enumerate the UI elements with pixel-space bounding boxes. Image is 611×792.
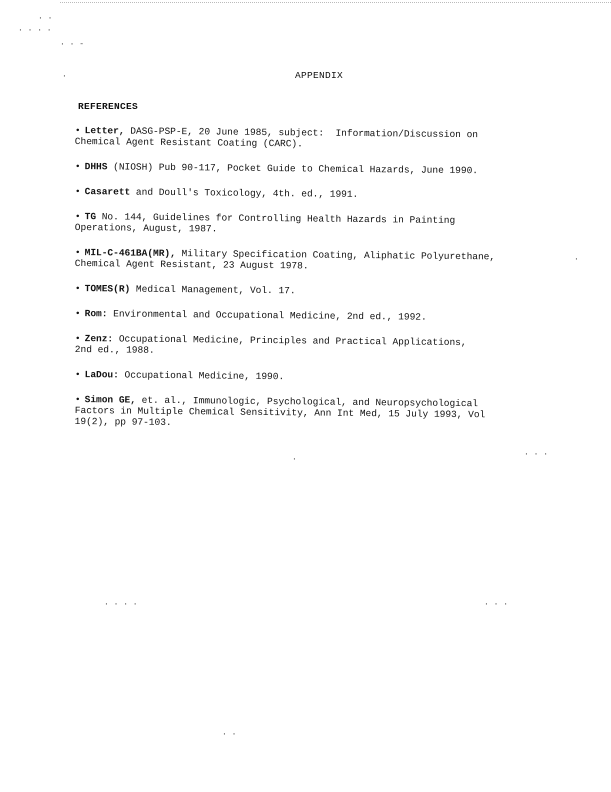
scan-speck: · — [292, 455, 297, 464]
reference-item — [75, 125, 525, 152]
reference-item — [75, 308, 525, 324]
bullet: • — [74, 308, 81, 320]
reference-lead: Letter, — [84, 125, 125, 137]
reference-lead: DHHS — [84, 161, 108, 173]
reference-lead: TG — [84, 211, 97, 223]
reference-text: DASG-PSP-E, 20 June 1985, subject: Information/Discussion on Chemical Agent Resistant Coating (CARC). — [74, 125, 479, 150]
reference-lead: MIL-C-461BA(MR), — [84, 247, 176, 260]
reference-text: and Doull's Toxicology, 4th. ed., 1991. — [135, 186, 359, 200]
reference-text: Occupational Medicine, Principles and Practical Applications, 2nd ed., 1988. — [74, 333, 467, 356]
bullet: • — [74, 369, 81, 381]
reference-text: Occupational Medicine, 1990. — [118, 369, 285, 383]
reference-lead: TOMES(R) — [84, 283, 131, 295]
bullet: • — [74, 247, 81, 259]
reference-item — [75, 247, 525, 274]
scan-speck: · — [62, 72, 67, 81]
reference-item — [75, 333, 525, 360]
reference-lead: Zenz: — [84, 333, 114, 345]
page-heading: APPENDIX — [295, 70, 344, 81]
bullet: • — [74, 125, 81, 137]
reference-text: (NIOSH) Pub 90-117, Pocket Guide to Chemical Hazards, June 1990. — [113, 161, 479, 177]
bullet: • — [74, 333, 81, 345]
reference-lead: Casarett — [84, 186, 131, 198]
reference-text: No. 144, Guidelines for Controlling Health Hazards in Painting Operations, August, 1987. — [74, 211, 456, 235]
reference-text: Environmental and Occupational Medicine, 2nd ed., 1992. — [107, 308, 427, 323]
reference-lead: Rom: — [84, 308, 108, 320]
scan-speck: · · — [222, 730, 237, 739]
reference-item — [75, 161, 525, 177]
reference-lead: Simon GE, — [84, 394, 137, 406]
references-list — [75, 125, 525, 441]
scan-speck: · · - — [60, 40, 85, 49]
reference-text: et. al., Immunologic, Psychological, and Neuropsychological Factors in Multiple Chemical Sensitivity, Ann Int Med, 15 July 1993, Vol 19(2), pp 97-103. — [74, 394, 486, 429]
reference-item — [75, 186, 525, 202]
reference-text: Military Specification Coating, Aliphatic Polyurethane, Chemical Agent Resistant, 23 August 1978. — [74, 248, 496, 272]
reference-text: Medical Management, Vol. 17. — [135, 283, 296, 297]
scan-speck: · · · · — [104, 600, 138, 609]
scan-speck: · — [574, 255, 579, 264]
bullet: • — [74, 186, 81, 198]
bullet: • — [74, 211, 81, 223]
bullet: • — [74, 283, 81, 295]
bullet: • — [74, 161, 81, 173]
reference-item — [75, 369, 525, 385]
reference-item — [75, 394, 525, 432]
reference-lead: LaDou: — [84, 369, 119, 381]
scan-edge-line — [60, 2, 611, 3]
scan-speck: · · — [38, 14, 53, 23]
bullet: • — [74, 394, 81, 406]
reference-item — [75, 283, 525, 299]
references-title: REFERENCES — [78, 101, 139, 112]
scan-speck: · · · — [524, 450, 549, 459]
reference-item — [75, 211, 525, 238]
scan-speck: · · · — [484, 600, 509, 609]
scan-speck: · · · · — [18, 26, 52, 35]
